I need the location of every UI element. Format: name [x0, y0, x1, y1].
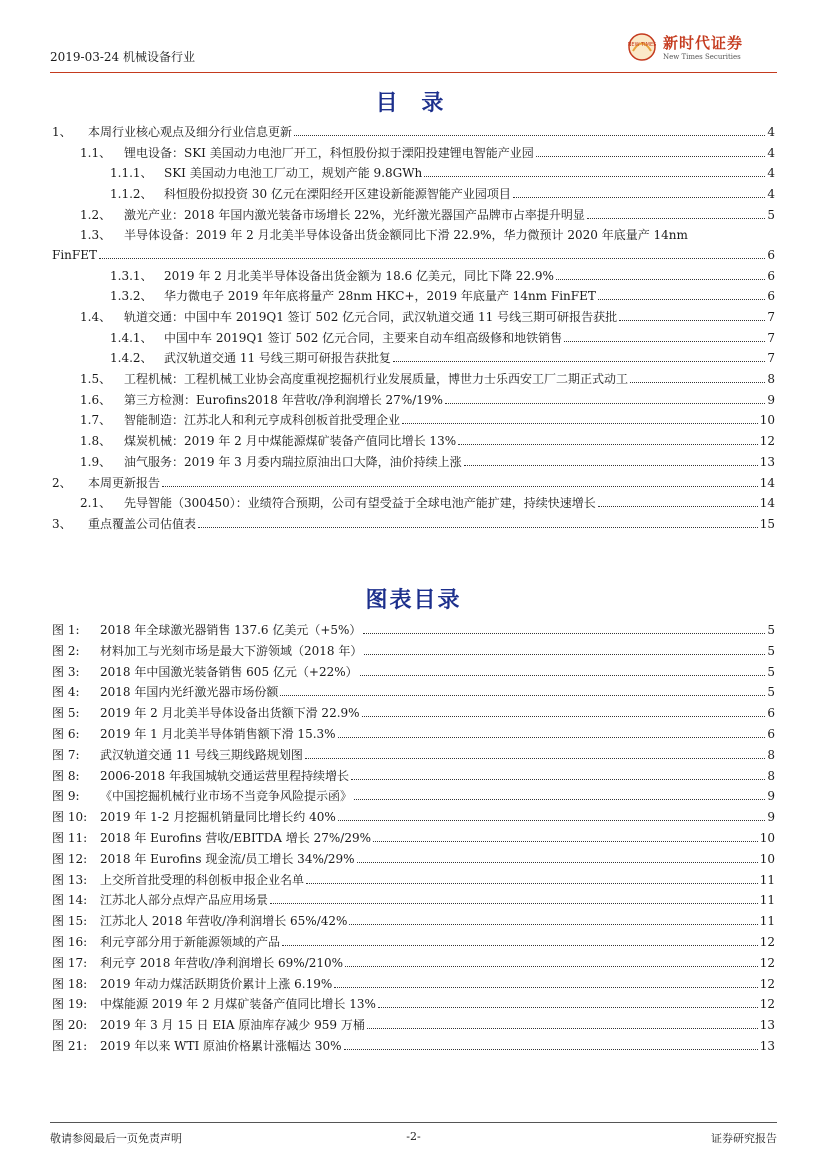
figure-leader-dots	[270, 903, 758, 904]
figure-entry-18[interactable]	[52, 976, 775, 992]
figure-caption: 2019 年 1 月北美半导体销售额下滑 15.3%	[100, 726, 336, 741]
figure-page: 6	[767, 706, 775, 721]
toc-entry-page: 4	[767, 187, 775, 202]
figure-caption: 2019 年动力煤活跃期货价累计上涨 6.19%	[100, 976, 333, 991]
toc-entry-number: 1、	[52, 125, 72, 139]
toc-entry-page: 14	[759, 475, 775, 490]
figure-page: 13	[759, 1038, 775, 1053]
toc-entry-text: 轨道交通：中国中车 2019Q1 签订 502 亿元合同，武汉轨道交通 11 号线三期可研报告获批	[124, 310, 618, 324]
figure-page: 8	[767, 768, 775, 783]
toc-entry-number: 1.3.2、	[110, 289, 153, 304]
toc-entry-1-1-1[interactable]	[52, 165, 775, 181]
toc-leader-dots	[598, 506, 758, 507]
figure-page: 9	[767, 810, 775, 825]
figure-caption: 江苏北人 2018 年营收/净利润增长 65%/42%	[100, 914, 348, 929]
figure-page: 10	[759, 851, 775, 866]
toc-entry-text: 先导智能（300450）：业绩符合预期，公司有望受益于全球电池产能扩建，持续快速增长	[124, 496, 596, 511]
toc-entry-1-3[interactable]	[52, 227, 775, 263]
toc-leader-dots	[99, 258, 765, 259]
figure-leader-dots	[306, 883, 758, 884]
toc-entry-text: 激光产业：2018 年国内激光装备市场增长 22%，光纤激光器国产品牌市占率提升明显	[124, 207, 585, 222]
figure-page: 12	[759, 976, 775, 991]
figure-number: 图 6:	[52, 726, 80, 741]
figure-leader-dots	[378, 1007, 758, 1008]
figure-number: 图 12:	[52, 851, 88, 866]
toc-entry-text: 锂电设备：SKI 美国动力电池厂开工，科恒股份拟于溧阳投建锂电智能产业园	[124, 145, 534, 160]
figure-number: 图 21:	[52, 1038, 88, 1053]
toc-entry-number: 1.5、	[80, 372, 112, 387]
toc-entry-number: 1.4、	[80, 310, 112, 324]
toc-leader-dots	[445, 403, 765, 404]
figure-leader-dots	[282, 945, 758, 946]
figure-entry-7[interactable]	[52, 747, 775, 763]
toc-leader-dots	[198, 527, 758, 528]
figure-page: 6	[767, 726, 775, 741]
toc-entry-number: 1.8、	[80, 434, 112, 449]
toc-entry-1[interactable]	[52, 124, 775, 140]
figure-entry-9[interactable]	[52, 788, 775, 804]
toc-leader-dots	[162, 486, 758, 487]
figure-number: 图 2:	[52, 643, 80, 658]
toc-leader-dots	[536, 156, 766, 157]
footer-page-number: -2-	[406, 1130, 421, 1143]
toc-entry-number: 1.1.2、	[110, 187, 153, 202]
toc-entry-1-4-1[interactable]	[52, 330, 775, 346]
figure-number: 图 15:	[52, 914, 88, 929]
figure-entry-14[interactable]	[52, 892, 775, 908]
figure-number: 图 9:	[52, 789, 80, 804]
toc-entry-number: 2.1、	[80, 496, 112, 511]
figure-caption: 江苏北人部分点焊产品应用场景	[100, 893, 269, 908]
toc-entry-number: 2、	[52, 475, 72, 490]
toc-entry-page: 7	[767, 351, 775, 366]
toc-entry-2[interactable]	[52, 475, 775, 491]
figure-caption: 利元亨 2018 年营收/净利润增长 69%/210%	[100, 955, 344, 970]
toc-entry-page: 4	[767, 145, 775, 160]
figure-leader-dots	[338, 820, 766, 821]
toc-entry-text: 本周行业核心观点及细分行业信息更新	[88, 125, 293, 139]
figure-leader-dots	[367, 1028, 758, 1029]
toc-entry-text: SKI 美国动力电池工厂动工，规划产能 9.8GWh	[164, 166, 423, 181]
toc-entry-page: 6	[767, 268, 775, 283]
toc-entry-1-6[interactable]	[52, 392, 775, 408]
toc-entry-page: 6	[767, 247, 775, 262]
figure-caption: 2018 年 Eurofins 现金流/员工增长 34%/29%	[100, 851, 355, 866]
figure-number: 图 10:	[52, 810, 88, 825]
toc-entry-number: 1.2、	[80, 207, 112, 222]
figure-caption: 2019 年 2 月北美半导体设备出货额下滑 22.9%	[100, 706, 360, 721]
figure-leader-dots	[344, 1049, 758, 1050]
figure-page: 5	[767, 623, 775, 637]
figure-number: 图 4:	[52, 685, 80, 700]
figure-number: 图 3:	[52, 664, 80, 679]
figure-number: 图 5:	[52, 706, 80, 721]
toc-entry-text: 工程机械：工程机械工业协会高度重视挖掘机行业发展质量，博世力士乐西安工厂二期正式动工	[124, 372, 629, 387]
figure-leader-dots	[280, 695, 765, 696]
toc-entry-1-3-2[interactable]	[52, 288, 775, 304]
toc-leader-dots	[598, 299, 765, 300]
toc-entry-text: 本周更新报告	[88, 475, 161, 490]
figure-entry-21[interactable]	[52, 1038, 775, 1054]
figure-caption: 中煤能源 2019 年 2 月煤矿装备产值同比增长 13%	[100, 997, 376, 1012]
figure-number: 图 20:	[52, 1018, 88, 1033]
figure-entry-4[interactable]	[52, 684, 775, 700]
toc-entry-1-2[interactable]	[52, 207, 775, 223]
toc-entry-number: 3、	[52, 516, 72, 531]
toc-leader-dots	[464, 465, 758, 466]
toc-entry-page: 6	[767, 289, 775, 304]
figure-caption: 2018 年国内光纤激光器市场份额	[100, 685, 279, 700]
toc-entry-text: 第三方检测：Eurofins2018 年营收/净利润增长 27%/19%	[124, 392, 443, 407]
toc-entry-text: 重点覆盖公司估值表	[88, 516, 197, 531]
toc-entry-page: 4	[767, 125, 775, 139]
toc-entry-text: 武汉轨道交通 11 号线三期可研报告获批复	[164, 351, 391, 366]
figure-list-title: 图表目录	[365, 587, 462, 613]
figure-entry-15[interactable]	[52, 913, 775, 929]
figure-page: 9	[767, 789, 775, 804]
toc-leader-dots	[458, 444, 758, 445]
figure-leader-dots	[363, 633, 765, 634]
footer-disclaimer: 敬请参阅最后一页免责声明	[50, 1132, 182, 1145]
toc-entry-page: 5	[767, 207, 775, 222]
figure-caption: 材料加工与光刻市场是最大下游领域（2018 年）	[100, 643, 363, 658]
toc-entry-text: 智能制造：江苏北人和利元亨成科创板首批受理企业	[124, 413, 401, 428]
figure-leader-dots	[305, 758, 765, 759]
figure-entry-2[interactable]	[52, 643, 775, 659]
toc-entry-page: 8	[767, 372, 775, 387]
toc-entry-text: 华力微电子 2019 年年底将量产 28nm HKC+，2019 年底量产 14nm FinFET	[164, 289, 596, 304]
toc-entry-1-8[interactable]	[52, 433, 775, 449]
toc-title: 目 录	[375, 90, 452, 116]
toc-entry-text: 煤炭机械：2019 年 2 月中煤能源煤矿装备产值同比增长 13%	[124, 434, 457, 449]
figure-list	[52, 622, 775, 1059]
figure-leader-dots	[360, 675, 766, 676]
figure-number: 图 8:	[52, 768, 80, 783]
logo-chinese-name: 新时代证券	[663, 34, 744, 52]
toc-entry-text: 油气服务：2019 年 3 月委内瑞拉原油出口大降，油价持续上涨	[124, 454, 462, 469]
toc-entry-2-1[interactable]	[52, 495, 775, 511]
header-date-industry: 2019-03-24 机械设备行业	[50, 50, 196, 64]
figure-entry-20[interactable]	[52, 1017, 775, 1033]
figure-leader-dots	[338, 737, 766, 738]
toc-entry-1-3-1[interactable]	[52, 268, 775, 284]
toc-entry-text: 中国中车 2019Q1 签订 502 亿元合同，主要来自动车组高级修和地铁销售	[164, 330, 563, 345]
figure-leader-dots	[345, 966, 758, 967]
figure-number: 图 18:	[52, 976, 88, 991]
toc-leader-dots	[619, 320, 765, 321]
figure-number: 图 17:	[52, 955, 88, 970]
toc-entry-number: 1.1、	[80, 145, 112, 160]
toc-entry-1-1[interactable]	[52, 145, 775, 161]
toc-entry-3[interactable]	[52, 516, 775, 532]
toc-entry-number: 1.9、	[80, 454, 112, 469]
toc-entry-number: 1.3、	[80, 228, 112, 243]
toc-entry-page: 9	[767, 392, 775, 407]
figure-caption: 武汉轨道交通 11 号线三期线路规划图	[100, 747, 303, 762]
figure-caption: 2018 年中国激光装备销售 605 亿元（+22%）	[100, 664, 358, 679]
table-of-contents	[52, 124, 775, 537]
figure-number: 图 13:	[52, 872, 88, 887]
figure-entry-6[interactable]	[52, 726, 775, 742]
toc-leader-dots	[587, 218, 766, 219]
toc-leader-dots	[402, 423, 758, 424]
toc-entry-page: 7	[767, 310, 775, 324]
figure-page: 11	[759, 872, 775, 887]
figure-leader-dots	[373, 841, 758, 842]
toc-entry-text: 2019 年 2 月北美半导体设备出货金额为 18.6 亿美元，同比下降 22.9%	[164, 268, 554, 283]
figure-entry-16[interactable]	[52, 934, 775, 950]
toc-entry-number: 1.3.1、	[110, 268, 153, 283]
toc-entry-text: 科恒股份拟投资 30 亿元在溧阳经开区建设新能源智能产业园项目	[164, 187, 511, 202]
figure-page: 5	[767, 685, 775, 700]
toc-entry-page: 7	[767, 330, 775, 345]
figure-leader-dots	[357, 862, 758, 863]
figure-entry-12[interactable]	[52, 851, 775, 867]
figure-page: 12	[759, 997, 775, 1012]
figure-entry-11[interactable]	[52, 830, 775, 846]
toc-leader-dots	[424, 176, 765, 177]
figure-caption: 2006-2018 年我国城轨交通运营里程持续增长	[100, 768, 349, 783]
figure-leader-dots	[351, 779, 765, 780]
toc-leader-dots	[564, 341, 765, 342]
figure-page: 5	[767, 664, 775, 679]
figure-leader-dots	[362, 716, 766, 717]
toc-entry-1-7[interactable]	[52, 412, 775, 428]
toc-entry-1-1-2[interactable]	[52, 186, 775, 202]
figure-entry-10[interactable]	[52, 809, 775, 825]
toc-entry-page: 4	[767, 166, 775, 181]
toc-entry-page: 15	[759, 516, 775, 531]
header-divider	[50, 72, 777, 73]
figure-caption: 2019 年以来 WTI 原油价格累计涨幅达 30%	[100, 1038, 342, 1053]
figure-entry-3[interactable]	[52, 664, 775, 680]
toc-entry-number: 1.4.1、	[110, 330, 153, 345]
toc-entry-1-5[interactable]	[52, 371, 775, 387]
logo-badge-text: NEW TIMES	[627, 42, 657, 48]
figure-leader-dots	[354, 799, 765, 800]
toc-leader-dots	[556, 279, 765, 280]
figure-leader-dots	[334, 987, 757, 988]
figure-page: 10	[759, 830, 775, 845]
figure-leader-dots	[364, 654, 765, 655]
toc-entry-1-9[interactable]	[52, 454, 775, 470]
toc-entry-number: 1.1.1、	[110, 166, 153, 181]
figure-entry-13[interactable]	[52, 872, 775, 888]
toc-entry-page: 10	[759, 413, 775, 428]
logo-badge-icon	[627, 32, 657, 62]
figure-number: 图 14:	[52, 893, 88, 908]
figure-entry-1[interactable]	[52, 622, 775, 638]
toc-leader-dots	[393, 361, 765, 362]
figure-number: 图 7:	[52, 747, 80, 762]
figure-page: 5	[767, 643, 775, 658]
figure-page: 11	[759, 914, 775, 929]
toc-entry-number: 1.6、	[80, 392, 112, 407]
toc-entry-text: 半导体设备：2019 年 2 月北美半导体设备出货金额同比下滑 22.9%，华力微预计 2020 年底量产 14nm	[124, 228, 688, 243]
toc-entry-page: 13	[759, 454, 775, 469]
page-header	[50, 30, 777, 70]
figure-entry-19[interactable]	[52, 996, 775, 1012]
figure-page: 12	[759, 955, 775, 970]
figure-caption: 上交所首批受理的科创板申报企业名单	[100, 872, 305, 887]
toc-leader-dots	[294, 135, 765, 136]
figure-page: 12	[759, 934, 775, 949]
figure-caption: 利元亨部分用于新能源领域的产品	[100, 934, 281, 949]
figure-caption: 2019 年 3 月 15 日 EIA 原油库存减少 959 万桶	[100, 1018, 365, 1033]
company-logo	[627, 32, 777, 68]
figure-number: 图 1:	[52, 623, 80, 637]
logo-english-name: New Times Securities	[663, 53, 741, 61]
figure-caption: 《中国挖掘机械行业市场不当竞争风险提示函》	[100, 789, 353, 804]
toc-entry-page: 12	[759, 434, 775, 449]
toc-entry-1-4[interactable]	[52, 309, 775, 325]
toc-leader-dots	[630, 382, 765, 383]
figure-caption: 2018 年全球激光器销售 137.6 亿美元（+5%）	[100, 623, 362, 637]
figure-page: 8	[767, 747, 775, 762]
toc-leader-dots	[513, 197, 765, 198]
toc-entry-page: 14	[759, 496, 775, 511]
figure-entry-5[interactable]	[52, 705, 775, 721]
figure-entry-8[interactable]	[52, 768, 775, 784]
figure-caption: 2019 年 1-2 月挖掘机销量同比增长约 40%	[100, 810, 336, 825]
toc-entry-number: 1.7、	[80, 413, 112, 428]
toc-entry-number: 1.4.2、	[110, 351, 153, 366]
figure-number: 图 11:	[52, 830, 88, 845]
figure-page: 11	[759, 893, 775, 908]
figure-caption: 2018 年 Eurofins 营收/EBITDA 增长 27%/29%	[100, 830, 371, 845]
figure-leader-dots	[349, 924, 757, 925]
toc-entry-text-continued: FinFET	[52, 247, 97, 262]
figure-number: 图 19:	[52, 997, 88, 1012]
footer-divider	[50, 1122, 777, 1123]
footer-report-type: 证券研究报告	[711, 1132, 777, 1145]
toc-entry-1-4-2[interactable]	[52, 350, 775, 366]
figure-page: 13	[759, 1018, 775, 1033]
figure-number: 图 16:	[52, 934, 88, 949]
figure-entry-17[interactable]	[52, 955, 775, 971]
